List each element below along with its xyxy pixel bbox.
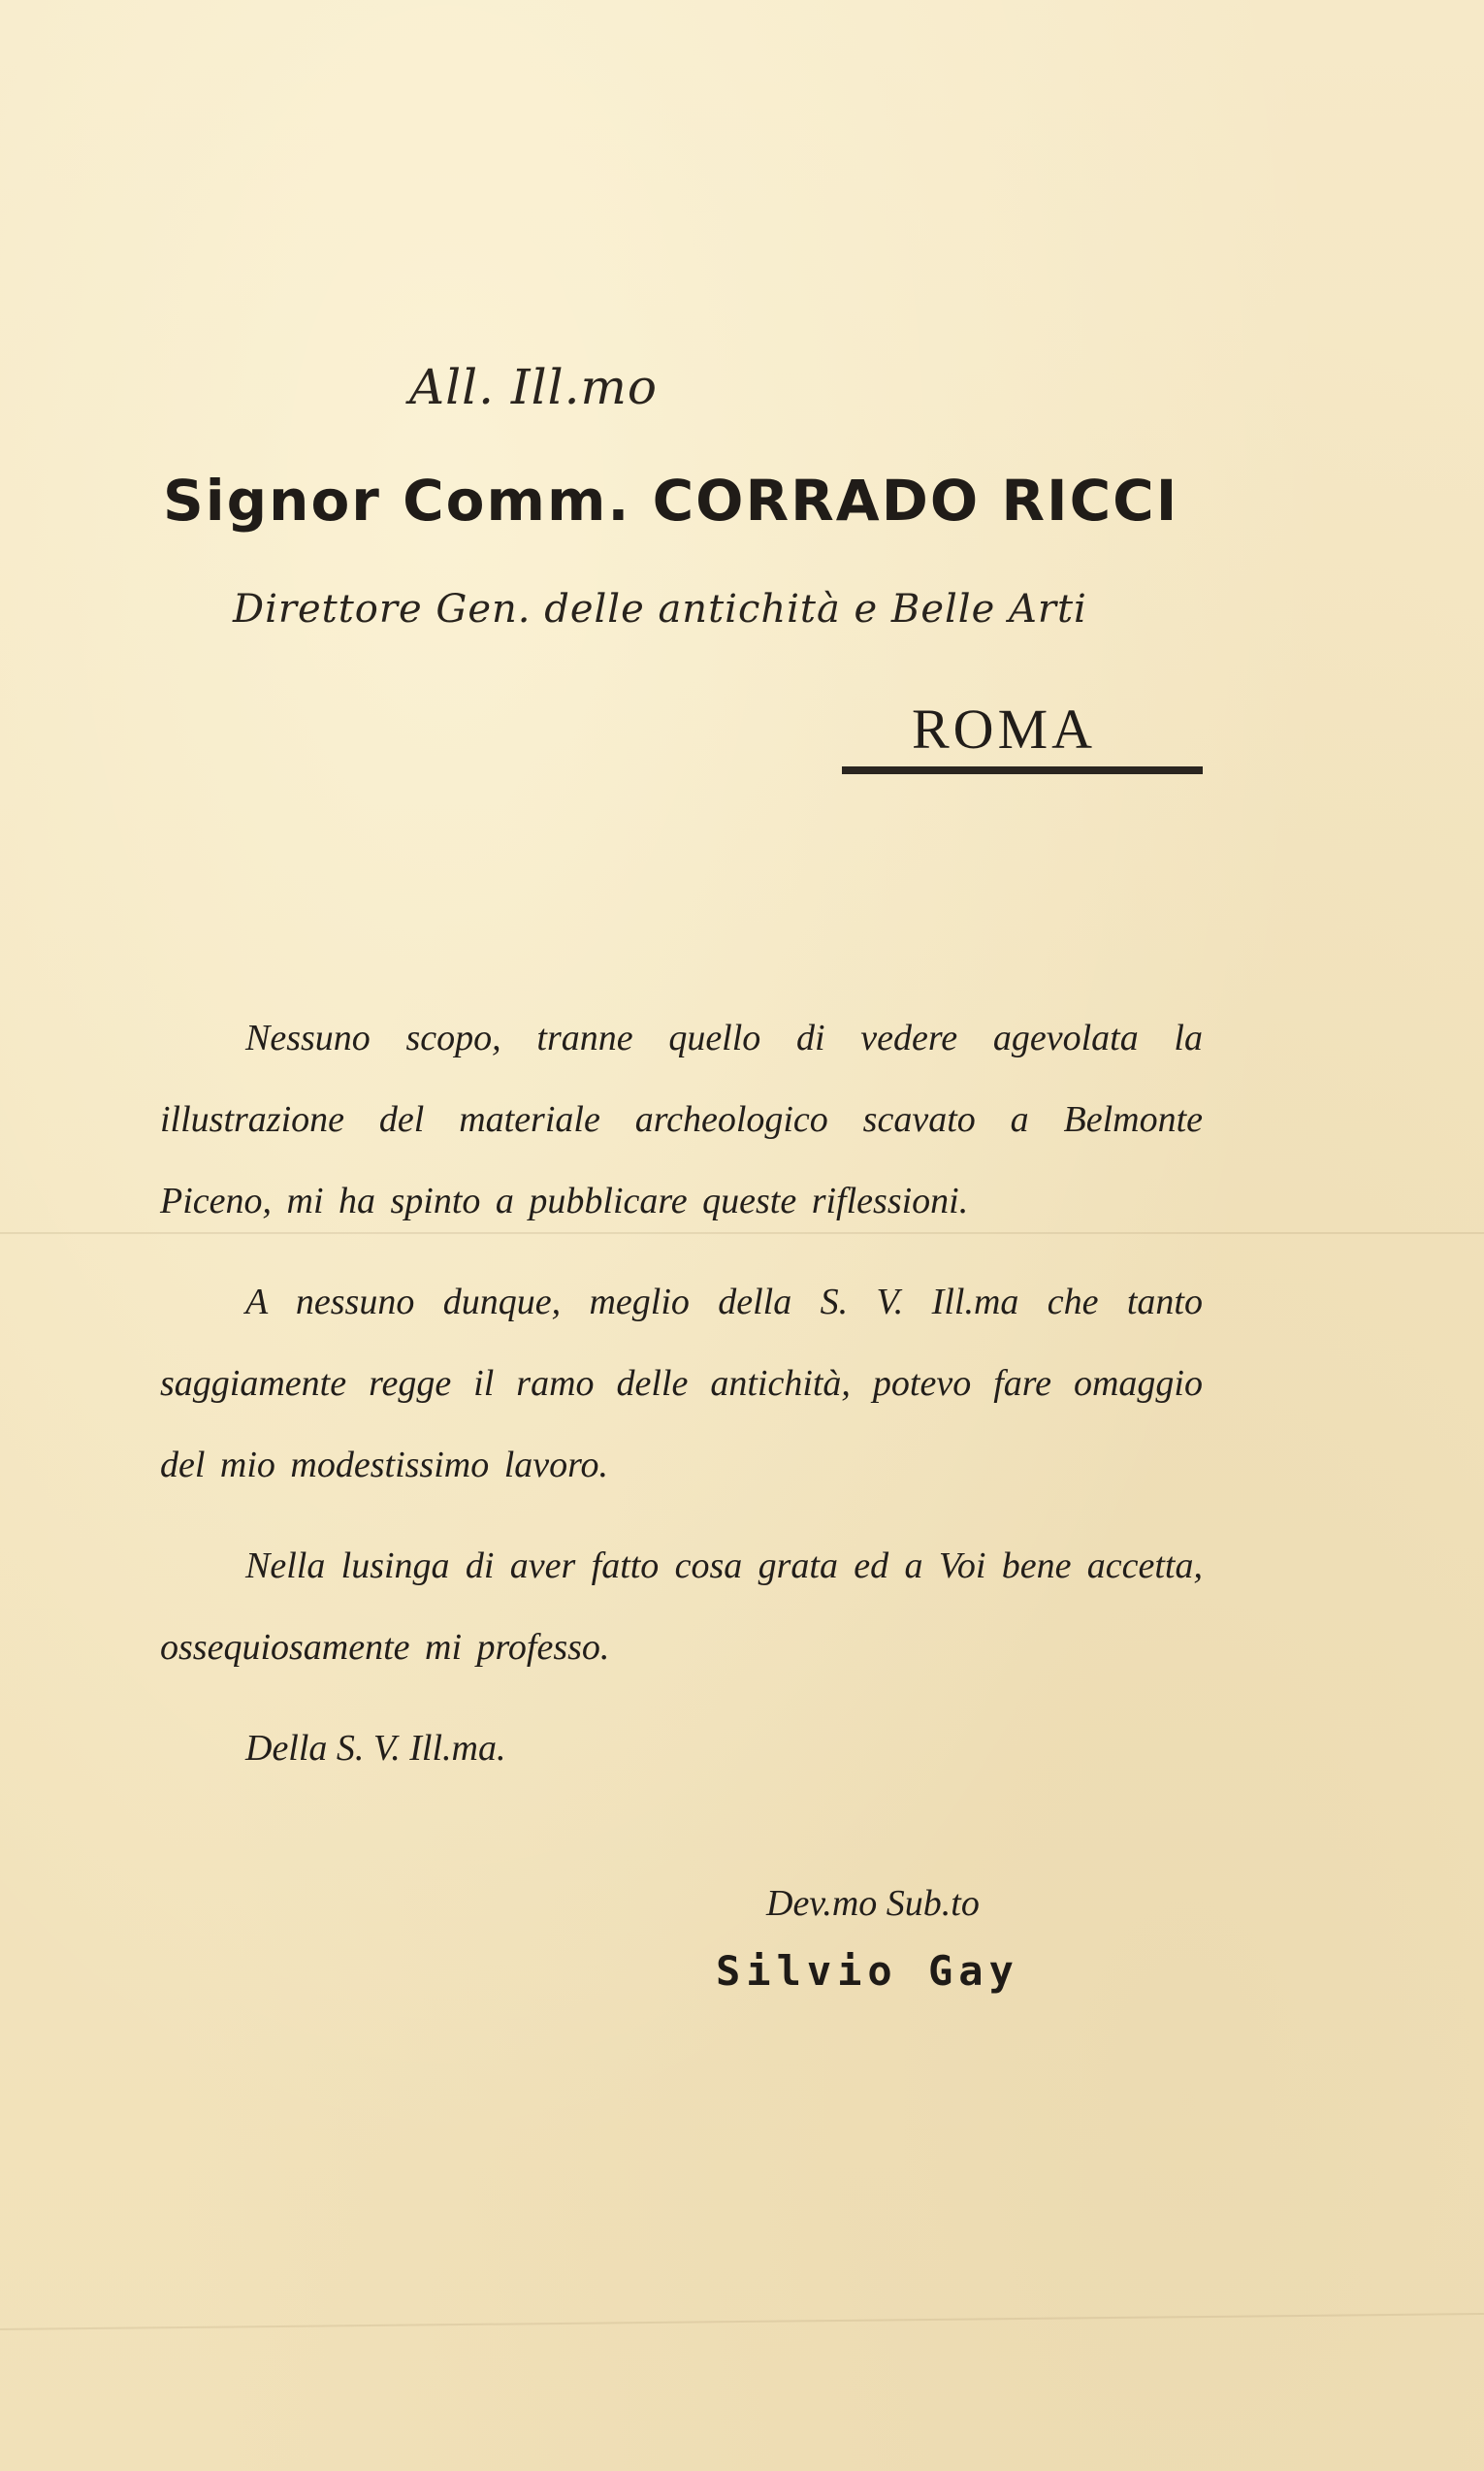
signature: Silvio Gay: [716, 1947, 1019, 1995]
recipient-role: Direttore Gen. delle antichità e Belle Arti: [233, 587, 1087, 632]
letter-body: [160, 997, 1203, 1789]
paragraph-1: Nessuno scopo, tranne quello di vedere agevolata la illustrazione del materiale archeologico scavato a Belmonte Piceno, mi ha spinto a pubblicare queste riflessioni.: [160, 1018, 1203, 1221]
city-underline: [842, 766, 1203, 774]
signoff: Dev.mo Sub.to: [766, 1883, 980, 1924]
paper-crease: [0, 2313, 1484, 2330]
recipient-city: ROMA: [912, 698, 1097, 761]
addressee-line: All. Ill.mo: [409, 359, 659, 415]
salutation: Della S. V. Ill.ma.: [245, 1728, 506, 1769]
paragraph-3: Nella lusinga di aver fatto cosa grata ed a Voi bene accetta, ossequiosamente mi professo.: [160, 1545, 1203, 1668]
recipient-name: Signor Comm. CORRADO RICCI: [163, 468, 1179, 534]
paragraph-2: A nessuno dunque, meglio della S. V. Ill.ma che tanto saggiamente regge il ramo delle antichità, potevo fare omaggio del mio modestissimo lavoro.: [160, 1282, 1203, 1485]
